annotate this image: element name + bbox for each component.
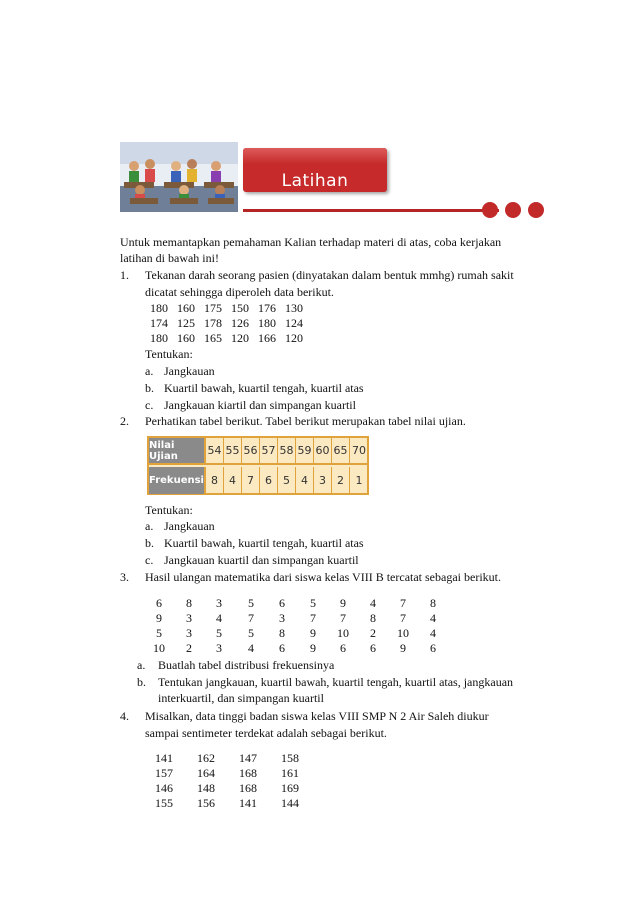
- score-grid-cell: 4: [370, 596, 376, 610]
- score-grid-cell: 3: [186, 626, 192, 640]
- height-grid-cell: 168: [239, 766, 257, 780]
- score-grid-cell: 9: [310, 626, 316, 640]
- score-grid-cell: 7: [310, 611, 316, 625]
- score-grid-cell: 8: [430, 596, 436, 610]
- score-grid-cell: 2: [186, 641, 192, 655]
- score-grid-cell: 8: [279, 626, 285, 640]
- height-grid-cell: 141: [239, 796, 257, 810]
- question-text: Tekanan darah seorang pasien (dinyatakan dalam bentuk mmhg) rumah sakit: [145, 268, 514, 282]
- item-text: Jangkauan: [164, 519, 215, 533]
- score-grid-cell: 7: [248, 611, 254, 625]
- score-grid-cell: 9: [340, 596, 346, 610]
- item-text: Jangkauan: [164, 364, 215, 378]
- height-grid-cell: 141: [155, 751, 173, 765]
- data-row: 174 125 178 126 180 124: [150, 316, 303, 330]
- score-grid-cell: 5: [310, 596, 316, 610]
- classroom-illustration: [120, 142, 238, 212]
- score-grid-cell: 10: [153, 641, 165, 655]
- score-grid-cell: 7: [400, 596, 406, 610]
- item-marker: c.: [145, 398, 154, 412]
- question-text: Perhatikan tabel berikut. Tabel berikut merupakan tabel nilai ujian.: [145, 414, 466, 428]
- instruction-label: Tentukan:: [145, 503, 193, 517]
- score-grid-cell: 10: [337, 626, 349, 640]
- item-marker: a.: [137, 658, 146, 672]
- height-grid-cell: 169: [281, 781, 299, 795]
- table-cell: 4: [224, 467, 242, 494]
- height-grid-cell: 168: [239, 781, 257, 795]
- question-text: dicatat sehingga diperoleh data berikut.: [145, 285, 334, 299]
- item-marker: b.: [137, 675, 146, 689]
- table-cell: 5: [278, 467, 296, 494]
- item-text: Jangkauan kiartil dan simpangan kuartil: [164, 398, 356, 412]
- page-title: Latihan: [281, 171, 349, 191]
- item-marker: b.: [145, 536, 154, 550]
- table-cell: 59: [296, 438, 314, 463]
- divider-line: [243, 209, 499, 212]
- intro-line: latihan di bawah ini!: [120, 251, 219, 265]
- table-cell: 54: [206, 438, 224, 463]
- table-row: [149, 438, 367, 465]
- table-cell: 6: [260, 467, 278, 494]
- table-cell: 57: [260, 438, 278, 463]
- item-marker: a.: [145, 364, 154, 378]
- score-grid-cell: 3: [216, 596, 222, 610]
- item-text: interkuartil, dan simpangan kuartil: [158, 691, 324, 705]
- score-frequency-table: [147, 436, 369, 495]
- table-cell: 65: [332, 438, 350, 463]
- question-number: 1.: [120, 268, 129, 282]
- table-cell: 60: [314, 438, 332, 463]
- score-grid-cell: 10: [397, 626, 409, 640]
- table-cell: 8: [206, 467, 224, 494]
- score-grid-cell: 8: [186, 596, 192, 610]
- table-cell: 1: [355, 474, 363, 487]
- score-grid-cell: 4: [430, 611, 436, 625]
- score-grid-cell: 9: [310, 641, 316, 655]
- item-text: Kuartil bawah, kuartil tengah, kuartil atas: [164, 536, 364, 550]
- instruction-label: Tentukan:: [145, 347, 193, 361]
- item-marker: b.: [145, 381, 154, 395]
- question-text: Misalkan, data tinggi badan siswa kelas VIII SMP N 2 Air Saleh diukur: [145, 709, 489, 723]
- score-grid-cell: 4: [216, 611, 222, 625]
- decorative-dot: [528, 202, 544, 218]
- decorative-dot: [505, 202, 521, 218]
- score-grid-cell: 9: [156, 611, 162, 625]
- item-marker: a.: [145, 519, 154, 533]
- score-grid-cell: 8: [370, 611, 376, 625]
- data-row: 180 160 165 120 166 120: [150, 331, 303, 345]
- score-grid-cell: 3: [216, 641, 222, 655]
- question-number: 4.: [120, 709, 129, 723]
- height-grid-cell: 156: [197, 796, 215, 810]
- table-cell: 70: [352, 444, 366, 457]
- score-grid-cell: 6: [340, 641, 346, 655]
- score-grid-cell: 5: [156, 626, 162, 640]
- question-text: Hasil ulangan matematika dari siswa kelas VIII B tercatat sebagai berikut.: [145, 570, 501, 584]
- item-text: Jangkauan kuartil dan simpangan kuartil: [164, 553, 359, 567]
- intro-line: Untuk memantapkan pemahaman Kalian terhadap materi di atas, coba kerjakan: [120, 235, 502, 249]
- question-number: 2.: [120, 414, 129, 428]
- table-row: [149, 467, 367, 494]
- score-grid-cell: 7: [400, 611, 406, 625]
- score-grid-cell: 6: [279, 641, 285, 655]
- score-grid-cell: 5: [216, 626, 222, 640]
- score-grid-cell: 5: [248, 596, 254, 610]
- score-grid-cell: 6: [370, 641, 376, 655]
- height-grid-cell: 148: [197, 781, 215, 795]
- height-grid-cell: 162: [197, 751, 215, 765]
- question-text: sampai sentimeter terdekat adalah sebagai berikut.: [145, 726, 387, 740]
- height-grid-cell: 158: [281, 751, 299, 765]
- score-grid-cell: 7: [340, 611, 346, 625]
- item-text: Buatlah tabel distribusi frekuensinya: [158, 658, 335, 672]
- height-grid-cell: 161: [281, 766, 299, 780]
- score-grid-cell: 9: [400, 641, 406, 655]
- decorative-dot: [482, 202, 498, 218]
- item-text: Kuartil bawah, kuartil tengah, kuartil atas: [164, 381, 364, 395]
- score-grid-cell: 6: [430, 641, 436, 655]
- data-row: 180 160 175 150 176 130: [150, 301, 303, 315]
- score-grid-cell: 3: [186, 611, 192, 625]
- table-cell: 4: [296, 467, 314, 494]
- row-header: Nilai Ujian: [149, 438, 206, 463]
- table-cell: 3: [314, 467, 332, 494]
- score-grid-cell: 6: [279, 596, 285, 610]
- height-grid-cell: 164: [197, 766, 215, 780]
- score-grid-cell: 6: [156, 596, 162, 610]
- score-grid-cell: 2: [370, 626, 376, 640]
- height-grid-cell: 147: [239, 751, 257, 765]
- item-marker: c.: [145, 553, 154, 567]
- score-grid-cell: 3: [279, 611, 285, 625]
- score-grid-cell: 4: [248, 641, 254, 655]
- score-grid-cell: 5: [248, 626, 254, 640]
- height-grid-cell: 157: [155, 766, 173, 780]
- title-banner: [243, 148, 387, 192]
- item-text: Tentukan jangkauan, kuartil bawah, kuartil tengah, kuartil atas, jangkauan: [158, 675, 514, 689]
- table-cell: 58: [278, 438, 296, 463]
- score-grid-cell: 4: [430, 626, 436, 640]
- question-number: 3.: [120, 570, 129, 584]
- table-cell: 2: [332, 467, 350, 494]
- height-grid-cell: 144: [281, 796, 299, 810]
- table-cell: 56: [242, 438, 260, 463]
- table-cell: 55: [224, 438, 242, 463]
- row-header: Frekuensi: [149, 467, 206, 494]
- height-grid-cell: 146: [155, 781, 173, 795]
- height-grid-cell: 155: [155, 796, 173, 810]
- table-cell: 7: [242, 467, 260, 494]
